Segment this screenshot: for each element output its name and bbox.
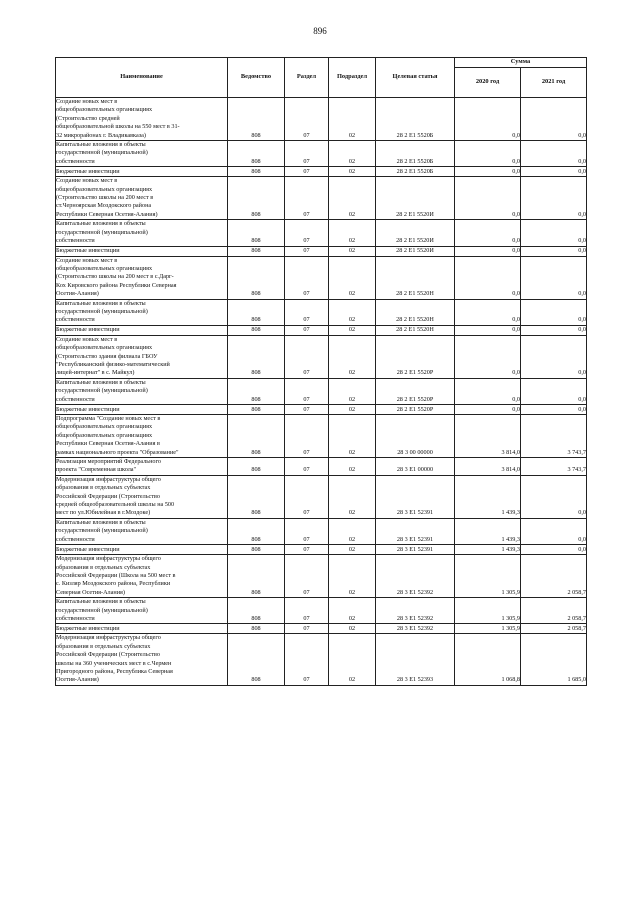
cell-dept: 808: [228, 405, 285, 415]
cell-subsection: 02: [329, 475, 376, 518]
cell-dept: 808: [228, 518, 285, 544]
cell-dept: 808: [228, 220, 285, 246]
cell-2020: 1 305,9: [455, 624, 521, 634]
cell-2020: 0,0: [455, 256, 521, 299]
cell-name: Модернизация инфраструктуры общего образования в отдельных субъектах Российской Федерации (Школа на 500 мест в с. Кизляр Моздокского района, Республики Северная Осетия-Алания): [56, 555, 228, 598]
cell-2021: 0,0: [521, 246, 587, 256]
cell-name: Капитальные вложения в объекты государственной (муниципальной) собственности: [56, 299, 228, 325]
cell-2021: 0,0: [521, 141, 587, 167]
cell-section: 07: [285, 415, 329, 458]
cell-subsection: 02: [329, 405, 376, 415]
cell-2020: 0,0: [455, 299, 521, 325]
cell-2020: 1 068,8: [455, 634, 521, 685]
cell-2021: 0,0: [521, 256, 587, 299]
cell-2020: 0,0: [455, 98, 521, 141]
cell-subsection: 02: [329, 624, 376, 634]
cell-target: 28 2 E1 5520Р: [376, 378, 455, 404]
cell-dept: 808: [228, 177, 285, 220]
cell-target: 28 2 E1 5520И: [376, 246, 455, 256]
cell-dept: 808: [228, 335, 285, 378]
table-row: [56, 545, 587, 555]
cell-dept: 808: [228, 246, 285, 256]
table-row: [56, 518, 587, 544]
cell-section: 07: [285, 220, 329, 246]
table-row: [56, 177, 587, 220]
cell-target: 28 2 E1 5520Б: [376, 167, 455, 177]
cell-subsection: 02: [329, 458, 376, 476]
cell-2020: 1 439,3: [455, 545, 521, 555]
table-row: [56, 475, 587, 518]
cell-2021: 0,0: [521, 378, 587, 404]
cell-2021: 3 743,7: [521, 458, 587, 476]
cell-section: 07: [285, 246, 329, 256]
cell-dept: 808: [228, 167, 285, 177]
cell-2021: 2 058,7: [521, 624, 587, 634]
cell-section: 07: [285, 545, 329, 555]
cell-name: Капитальные вложения в объекты государственной (муниципальной) собственности: [56, 378, 228, 404]
cell-target: 28 3 E1 52392: [376, 598, 455, 624]
cell-name: Создание новых мест в общеобразовательных организациях (Строительство школы на 200 мест в с.Дарг- Кох Кировского района Республики Северная Осетия-Алания): [56, 256, 228, 299]
table-row: [56, 555, 587, 598]
cell-target: 28 3 E1 52392: [376, 624, 455, 634]
header-2020: 2020 год: [455, 68, 521, 98]
cell-dept: 808: [228, 458, 285, 476]
cell-name: Бюджетные инвестиции: [56, 545, 228, 555]
page-number: 896: [313, 26, 327, 36]
table-row: [56, 246, 587, 256]
cell-dept: 808: [228, 415, 285, 458]
cell-2021: 2 058,7: [521, 555, 587, 598]
cell-dept: 808: [228, 634, 285, 685]
cell-subsection: 02: [329, 378, 376, 404]
cell-subsection: 02: [329, 518, 376, 544]
cell-section: 07: [285, 555, 329, 598]
cell-2021: 0,0: [521, 220, 587, 246]
table-row: [56, 220, 587, 246]
cell-target: 28 2 E1 5520Н: [376, 256, 455, 299]
cell-2021: 0,0: [521, 177, 587, 220]
cell-2020: 0,0: [455, 246, 521, 256]
cell-2021: 0,0: [521, 518, 587, 544]
cell-section: 07: [285, 458, 329, 476]
table-row: [56, 415, 587, 458]
cell-dept: 808: [228, 624, 285, 634]
cell-section: 07: [285, 98, 329, 141]
cell-2021: 0,0: [521, 475, 587, 518]
cell-target: 28 3 E1 52393: [376, 634, 455, 685]
cell-section: 07: [285, 325, 329, 335]
table-row: [56, 378, 587, 404]
cell-target: 28 3 E1 52392: [376, 555, 455, 598]
cell-2021: 3 743,7: [521, 415, 587, 458]
cell-dept: 808: [228, 475, 285, 518]
table-row: [56, 634, 587, 685]
cell-dept: 808: [228, 378, 285, 404]
cell-name: Капитальные вложения в объекты государственной (муниципальной) собственности: [56, 220, 228, 246]
cell-target: 28 3 00 00000: [376, 415, 455, 458]
cell-2021: 0,0: [521, 167, 587, 177]
cell-subsection: 02: [329, 167, 376, 177]
cell-section: 07: [285, 598, 329, 624]
cell-section: 07: [285, 378, 329, 404]
budget-table: [55, 57, 587, 686]
cell-name: Подпрограмма "Создание новых мест в общеобразовательных организациях общеобразовательных организациях Республики Северная Осетия-Алания в рамках национального проекта "Образование": [56, 415, 228, 458]
cell-dept: 808: [228, 545, 285, 555]
cell-2021: 0,0: [521, 325, 587, 335]
cell-section: 07: [285, 335, 329, 378]
cell-target: 28 2 E1 5520Н: [376, 325, 455, 335]
cell-dept: 808: [228, 256, 285, 299]
cell-dept: 808: [228, 299, 285, 325]
cell-target: 28 3 E1 52391: [376, 475, 455, 518]
table-row: [56, 325, 587, 335]
table-row: [56, 98, 587, 141]
cell-subsection: 02: [329, 415, 376, 458]
cell-target: 28 3 E1 52391: [376, 545, 455, 555]
cell-2020: 0,0: [455, 325, 521, 335]
cell-target: 28 2 E1 5520Р: [376, 335, 455, 378]
cell-name: Создание новых мест в общеобразовательных организациях (Строительство здания филиала ГБОУ "Республиканский физико-математический лицей-интернат" в с. Майкул): [56, 335, 228, 378]
cell-2021: 0,0: [521, 98, 587, 141]
header-dept: Ведомство: [228, 58, 285, 98]
cell-dept: 808: [228, 98, 285, 141]
cell-subsection: 02: [329, 220, 376, 246]
cell-2020: 0,0: [455, 335, 521, 378]
cell-subsection: 02: [329, 634, 376, 685]
table-row: [56, 256, 587, 299]
cell-subsection: 02: [329, 299, 376, 325]
cell-2020: 0,0: [455, 141, 521, 167]
cell-dept: 808: [228, 141, 285, 167]
header-name: Наименование: [56, 58, 228, 98]
cell-dept: 808: [228, 325, 285, 335]
table-row: [56, 335, 587, 378]
cell-name: Модернизация инфраструктуры общего образования в отдельных субъектах Российской Федерации (Строительство средней общеобразовательной школы на 500 мест по ул.Юбилейная в г.Моздоке): [56, 475, 228, 518]
cell-target: 28 2 E1 5520И: [376, 220, 455, 246]
header-subsection: Подраздел: [329, 58, 376, 98]
cell-subsection: 02: [329, 598, 376, 624]
cell-section: 07: [285, 141, 329, 167]
cell-target: 28 3 E1 52391: [376, 518, 455, 544]
cell-name: Капитальные вложения в объекты государственной (муниципальной) собственности: [56, 598, 228, 624]
cell-name: Модернизация инфраструктуры общего образования в отдельных субъектах Российской Федерации (Строительство школы на 360 ученических мест в с.Чермен Пригородного района, Республика Северная Осетия-Алания): [56, 634, 228, 685]
cell-2020: 1 305,9: [455, 598, 521, 624]
cell-target: 28 2 E1 5520И: [376, 177, 455, 220]
header-target: Целевая статья: [376, 58, 455, 98]
cell-name: Бюджетные инвестиции: [56, 167, 228, 177]
cell-2021: 0,0: [521, 405, 587, 415]
cell-name: Бюджетные инвестиции: [56, 405, 228, 415]
cell-2020: 0,0: [455, 167, 521, 177]
cell-section: 07: [285, 167, 329, 177]
cell-subsection: 02: [329, 177, 376, 220]
cell-target: 28 2 E1 5520Н: [376, 299, 455, 325]
header-sum: Сумма: [455, 58, 587, 68]
cell-2021: 0,0: [521, 545, 587, 555]
table-row: [56, 458, 587, 476]
cell-subsection: 02: [329, 555, 376, 598]
cell-2020: 0,0: [455, 220, 521, 246]
cell-name: Капитальные вложения в объекты государственной (муниципальной) собственности: [56, 141, 228, 167]
cell-target: 28 2 E1 5520Р: [376, 405, 455, 415]
cell-2020: 3 814,0: [455, 415, 521, 458]
cell-2021: 2 058,7: [521, 598, 587, 624]
cell-target: 28 2 E1 5520Б: [376, 141, 455, 167]
cell-section: 07: [285, 624, 329, 634]
cell-2020: 0,0: [455, 378, 521, 404]
cell-subsection: 02: [329, 246, 376, 256]
cell-subsection: 02: [329, 98, 376, 141]
cell-section: 07: [285, 634, 329, 685]
table-row: [56, 598, 587, 624]
cell-2020: 1 305,9: [455, 555, 521, 598]
cell-2021: 0,0: [521, 335, 587, 378]
cell-name: Реализация мероприятий Федерального проекта "Современная школа": [56, 458, 228, 476]
cell-2021: 1 685,0: [521, 634, 587, 685]
cell-section: 07: [285, 405, 329, 415]
cell-name: Создание новых мест в общеобразовательных организациях (Строительство средней общеобразовательной школы на 550 мест в 31- 32 микрорайонах г. Владикавказа): [56, 98, 228, 141]
table-row: [56, 624, 587, 634]
cell-2020: 0,0: [455, 177, 521, 220]
table-row: [56, 299, 587, 325]
table-row: [56, 167, 587, 177]
header-section: Раздел: [285, 58, 329, 98]
cell-section: 07: [285, 177, 329, 220]
cell-subsection: 02: [329, 325, 376, 335]
cell-section: 07: [285, 475, 329, 518]
cell-subsection: 02: [329, 545, 376, 555]
cell-subsection: 02: [329, 141, 376, 167]
cell-name: Бюджетные инвестиции: [56, 624, 228, 634]
cell-subsection: 02: [329, 256, 376, 299]
cell-name: Бюджетные инвестиции: [56, 246, 228, 256]
cell-dept: 808: [228, 555, 285, 598]
cell-2020: 3 814,0: [455, 458, 521, 476]
cell-section: 07: [285, 256, 329, 299]
cell-target: 28 2 E1 5520Б: [376, 98, 455, 141]
cell-subsection: 02: [329, 335, 376, 378]
cell-section: 07: [285, 518, 329, 544]
table-row: [56, 405, 587, 415]
cell-name: Капитальные вложения в объекты государственной (муниципальной) собственности: [56, 518, 228, 544]
cell-dept: 808: [228, 598, 285, 624]
header-2021: 2021 год: [521, 68, 587, 98]
cell-name: Создание новых мест в общеобразовательных организациях (Строительство школы на 200 мест в ст.Черноярская Моздокского района Республики Северная Осетия-Алания): [56, 177, 228, 220]
table-row: [56, 141, 587, 167]
cell-2020: 1 439,3: [455, 518, 521, 544]
cell-2020: 1 439,3: [455, 475, 521, 518]
cell-target: 28 3 E1 00000: [376, 458, 455, 476]
cell-2021: 0,0: [521, 299, 587, 325]
cell-name: Бюджетные инвестиции: [56, 325, 228, 335]
cell-2020: 0,0: [455, 405, 521, 415]
cell-section: 07: [285, 299, 329, 325]
